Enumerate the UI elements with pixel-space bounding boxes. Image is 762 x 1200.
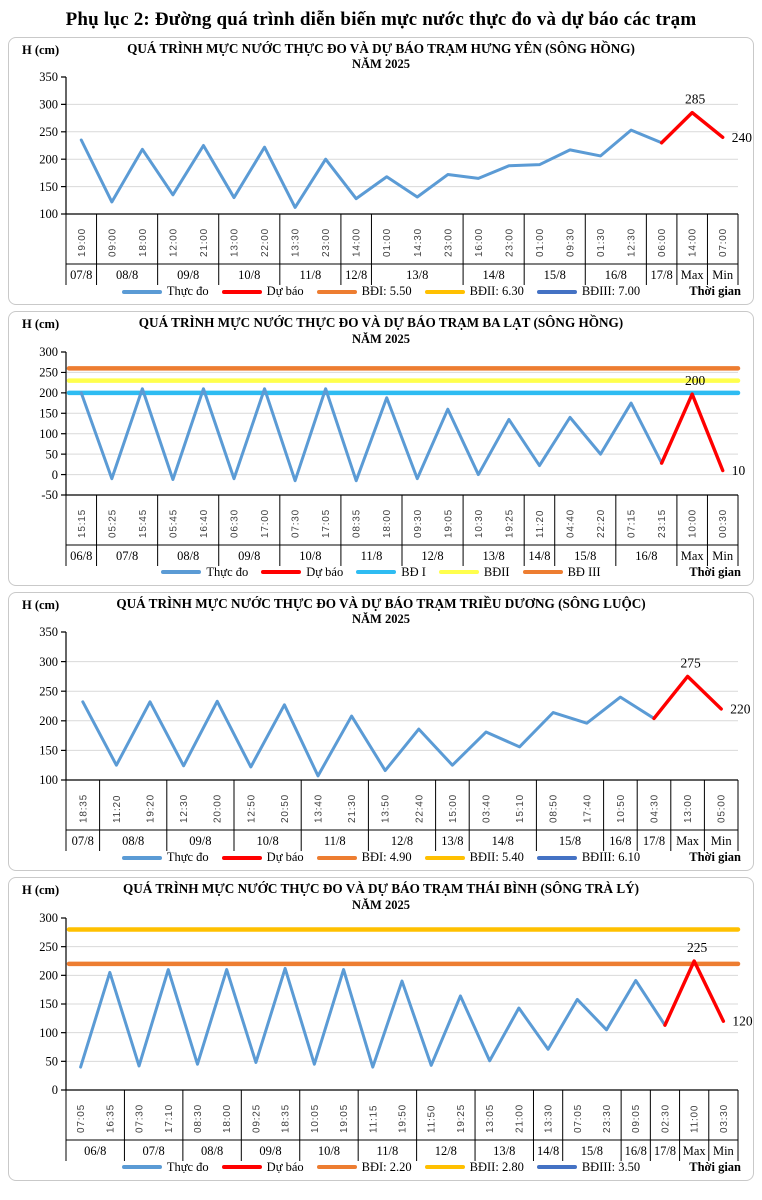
chart-title: QUÁ TRÌNH MỰC NƯỚC THỰC ĐO VÀ DỰ BÁO TRẠM TRIỀU DƯƠNG (SÔNG LUỘC): [116, 595, 646, 611]
date-group-label: 06/8: [84, 1143, 107, 1158]
y-tick-label: 0: [51, 467, 58, 482]
page-title: Phụ lục 2: Đường quá trình diễn biến mực nước thực đo và dự báo các trạm: [65, 9, 697, 30]
time-tick-label: 16:40: [198, 508, 210, 538]
time-tick-label: 11:20: [111, 795, 123, 824]
date-group-label: 06/8: [70, 548, 93, 563]
time-tick-label: 09:05: [631, 1103, 643, 1133]
time-tick-label: 19:05: [443, 508, 455, 538]
time-tick-label: 13:00: [683, 794, 695, 824]
legend-label: BĐ I: [401, 564, 426, 579]
legend-line-icon: [425, 856, 465, 860]
chart-plot-svg: [9, 71, 754, 287]
legend-line-icon: [439, 570, 479, 574]
time-tick-label: 22:00: [260, 228, 272, 258]
date-group-label: 13/8: [406, 268, 429, 283]
time-tick-label: 09:30: [412, 508, 424, 538]
legend-line-icon: [537, 856, 577, 860]
time-tick-label: 23:15: [657, 508, 669, 538]
chart-plot-svg: [9, 626, 754, 853]
time-tick-label: 19:05: [339, 1103, 351, 1133]
date-group-label: 16/8: [604, 268, 627, 283]
date-group-label: 15/8: [543, 268, 566, 283]
time-tick-label: 06:30: [229, 508, 241, 538]
y-tick-label: 200: [39, 385, 58, 400]
chart-legend: [9, 565, 753, 585]
date-group-label: 12/8: [421, 548, 444, 563]
y-axis-label: H (cm): [22, 317, 60, 332]
legend-line-icon: [222, 1165, 262, 1169]
time-tick-label: 14:00: [687, 228, 699, 258]
date-group-label: 07/8: [70, 268, 93, 283]
y-tick-label: 100: [39, 773, 58, 788]
date-group-label: 08/8: [122, 834, 145, 849]
time-tick-label: 12:50: [246, 794, 258, 824]
chart-title: QUÁ TRÌNH MỰC NƯỚC THỰC ĐO VÀ DỰ BÁO TRẠM BA LẠT (SÔNG HỒNG): [138, 315, 624, 331]
legend-label: BĐIII: 7.00: [581, 284, 641, 299]
date-group-label: 15/8: [580, 1143, 604, 1158]
time-tick-label: 22:20: [596, 508, 608, 538]
date-group-label: Min: [712, 268, 734, 283]
time-axis-label: Thời gian: [689, 1159, 741, 1174]
date-group-label: Max: [676, 834, 700, 849]
date-group-label: 11/8: [376, 1143, 399, 1158]
time-tick-label: 20:00: [212, 794, 224, 824]
y-axis-label: H (cm): [22, 43, 60, 57]
y-tick-label: 200: [39, 152, 58, 167]
time-tick-label: 06:00: [657, 228, 669, 258]
y-tick-label: 350: [39, 626, 58, 640]
legend-items: [9, 284, 753, 299]
time-axis-label: Thời gian: [689, 284, 741, 299]
legend-line-icon: [425, 290, 465, 294]
time-tick-label: 18:35: [280, 1103, 292, 1133]
date-group-label: 16/8: [624, 1143, 647, 1158]
time-tick-label: 09:00: [107, 228, 119, 258]
time-tick-label: 16:35: [105, 1103, 117, 1133]
time-tick-label: 13:05: [485, 1103, 497, 1133]
legend-line-icon: [261, 570, 301, 574]
date-group-label: 14/8: [482, 268, 505, 283]
legend-label: BĐII: 5.40: [469, 850, 524, 865]
time-tick-label: 21:30: [347, 794, 359, 824]
y-tick-label: 300: [39, 911, 58, 926]
legend-label: Thực đo: [166, 284, 209, 299]
chart-plot-svg: [9, 912, 754, 1163]
legend-item: [537, 850, 640, 865]
y-tick-label: 300: [39, 345, 58, 360]
date-group-label: 13/8: [441, 834, 464, 849]
legend-line-icon: [222, 856, 262, 860]
legend-label: BĐII: 2.80: [469, 1159, 524, 1174]
date-group-label: 11/8: [299, 268, 322, 283]
time-tick-label: 10:50: [615, 794, 627, 824]
series-measured-line: [81, 389, 661, 481]
chart-title: QUÁ TRÌNH MỰC NƯỚC THỰC ĐO VÀ DỰ BÁO TRẠM HƯNG YÊN (SÔNG HỒNG): [127, 41, 635, 56]
legend-label: Dự báo: [266, 850, 304, 865]
legend-line-icon: [317, 290, 357, 294]
chart-plot: [9, 912, 753, 1163]
time-tick-label: 15:15: [76, 508, 88, 538]
time-tick-label: 07:30: [134, 1103, 146, 1133]
data-label: 10: [731, 462, 746, 478]
time-tick-label: 22:40: [414, 794, 426, 824]
y-tick-label: 250: [39, 365, 58, 380]
legend-label: Dự báo: [266, 1159, 304, 1174]
time-tick-label: 17:10: [163, 1103, 175, 1133]
time-tick-label: 01:00: [534, 228, 546, 258]
y-tick-label: 50: [45, 1054, 58, 1069]
date-group-label: 10/8: [299, 548, 322, 563]
data-label: 220: [730, 701, 751, 717]
y-tick-label: 150: [39, 744, 58, 759]
time-tick-label: 19:25: [455, 1103, 467, 1133]
time-tick-label: 16:00: [473, 228, 485, 258]
y-tick-label: 0: [51, 1083, 58, 1098]
y-tick-label: 250: [39, 125, 58, 140]
time-tick-label: 10:05: [309, 1103, 321, 1133]
time-tick-label: 23:00: [321, 228, 333, 258]
legend-label: BĐII: 6.30: [469, 284, 524, 299]
series-measured-line: [81, 131, 661, 208]
legend-item: [122, 284, 209, 299]
legend-item: [356, 565, 426, 580]
date-group-label: 13/8: [482, 548, 505, 563]
date-group-label: 12/8: [390, 834, 414, 849]
series-measured-line: [83, 698, 654, 777]
y-tick-label: 300: [39, 655, 58, 670]
legend-line-icon: [425, 1165, 465, 1169]
legend-item: [122, 850, 209, 865]
date-group-label: Min: [712, 548, 734, 563]
time-tick-label: 23:00: [443, 228, 455, 258]
time-tick-label: 21:00: [198, 228, 210, 258]
legend-line-icon: [122, 856, 162, 860]
time-tick-label: 02:30: [660, 1103, 672, 1133]
date-group-label: 07/8: [115, 548, 139, 563]
legend-line-icon: [537, 290, 577, 294]
data-label: 285: [685, 92, 706, 108]
date-group-label: 10/8: [317, 1143, 341, 1158]
y-tick-label: -50: [41, 488, 58, 503]
time-tick-label: 19:25: [504, 508, 516, 538]
data-label: 200: [685, 373, 706, 389]
time-tick-label: 19:50: [397, 1103, 409, 1133]
y-tick-label: 200: [39, 714, 58, 729]
date-group-label: 13/8: [493, 1143, 516, 1158]
legend-line-icon: [317, 856, 357, 860]
legend-item: [439, 565, 510, 580]
y-tick-label: 250: [39, 939, 58, 954]
date-group-label: 07/8: [142, 1143, 165, 1158]
time-axis-label: Thời gian: [689, 564, 741, 579]
y-tick-label: 100: [39, 207, 58, 222]
time-tick-label: 05:25: [107, 508, 119, 538]
legend-items: [9, 1160, 753, 1175]
time-tick-label: 18:00: [382, 508, 394, 538]
legend-items: [9, 850, 753, 865]
time-tick-label: 18:35: [78, 794, 90, 824]
legend-label: Thực đo: [166, 850, 209, 865]
legend-item: [425, 284, 524, 299]
time-tick-label: 08:30: [192, 1103, 204, 1133]
time-tick-label: 13:30: [543, 1103, 555, 1133]
chart-plot: [9, 346, 753, 568]
y-tick-label: 250: [39, 684, 58, 699]
time-tick-label: 07:05: [76, 1103, 88, 1133]
data-label: 120: [732, 1013, 753, 1029]
time-tick-label: 05:45: [168, 508, 180, 538]
date-group-label: 15/8: [574, 548, 597, 563]
date-group-label: 14/8: [536, 1143, 560, 1158]
time-tick-label: 23:00: [504, 228, 516, 258]
date-group-label: Min: [710, 834, 732, 849]
date-group-label: 14/8: [528, 548, 551, 563]
date-group-label: 12/8: [434, 1143, 457, 1158]
chart-title: QUÁ TRÌNH MỰC NƯỚC THỰC ĐO VÀ DỰ BÁO TRẠM THÁI BÌNH (SÔNG TRÀ LÝ): [122, 881, 640, 897]
legend-line-icon: [122, 290, 162, 294]
time-tick-label: 09:25: [251, 1103, 263, 1133]
time-tick-label: 18:00: [137, 228, 149, 258]
time-tick-label: 11:20: [534, 509, 546, 538]
series-forecast-line: [654, 677, 721, 719]
legend-line-icon: [222, 290, 262, 294]
time-tick-label: 13:30: [290, 228, 302, 258]
legend-item: [537, 284, 640, 299]
date-group-label: 11/8: [360, 548, 383, 563]
time-tick-label: 12:00: [168, 228, 180, 258]
y-tick-label: 100: [39, 1025, 58, 1040]
date-group-label: 09/8: [259, 1143, 282, 1158]
chart-plot-svg: [9, 346, 754, 568]
legend-items: [9, 565, 753, 580]
date-group-label: 16/8: [609, 834, 632, 849]
time-tick-label: 15:45: [137, 508, 149, 538]
time-tick-label: 10:30: [473, 508, 485, 538]
time-tick-label: 13:40: [313, 794, 325, 824]
legend-line-icon: [523, 570, 563, 574]
legend-label: BĐIII: 3.50: [581, 1159, 641, 1174]
time-tick-label: 07:05: [572, 1103, 584, 1133]
time-tick-label: 01:30: [596, 228, 608, 258]
legend-label: Dự báo: [306, 564, 344, 579]
legend-label: Dự báo: [266, 284, 304, 299]
y-tick-label: 50: [45, 447, 58, 462]
time-tick-label: 04:30: [649, 794, 661, 824]
date-group-label: 08/8: [177, 548, 200, 563]
legend-label: BĐIII: 6.10: [581, 850, 641, 865]
y-tick-label: 300: [39, 98, 58, 113]
chart-subtitle: NĂM 2025: [352, 897, 410, 912]
date-group-label: Max: [680, 548, 704, 563]
y-tick-label: 200: [39, 968, 58, 983]
chart-box-ba-lat: [8, 311, 754, 585]
chart-subtitle: NĂM 2025: [352, 612, 410, 627]
legend-line-icon: [122, 1165, 162, 1169]
date-group-label: 17/8: [650, 268, 673, 283]
legend-item: [523, 565, 601, 580]
time-tick-label: 00:30: [718, 508, 730, 538]
chart-legend: [9, 1160, 753, 1180]
series-measured-line: [81, 968, 665, 1067]
time-tick-label: 07:00: [718, 228, 730, 258]
series-forecast-line: [665, 961, 723, 1025]
time-tick-label: 17:05: [321, 508, 333, 538]
chart-box-trieu-duong: [8, 592, 754, 871]
date-group-label: Max: [682, 1143, 706, 1158]
legend-label: BĐI: 2.20: [361, 1159, 412, 1174]
y-axis-label: H (cm): [22, 883, 60, 898]
chart-box-hung-yen: [8, 37, 754, 305]
legend-item: [261, 565, 343, 580]
legend-label: BĐ III: [567, 564, 601, 579]
legend-label: Thực đo: [166, 1159, 209, 1174]
legend-item: [537, 1160, 640, 1175]
legend-label: BĐI: 5.50: [361, 284, 412, 299]
date-group-label: 09/8: [238, 548, 261, 563]
y-tick-label: 150: [39, 180, 58, 195]
data-label: 240: [731, 130, 752, 146]
legend-line-icon: [356, 570, 396, 574]
legend-item: [425, 850, 524, 865]
date-group-label: Min: [712, 1143, 734, 1158]
chart-subtitle: NĂM 2025: [352, 331, 410, 346]
legend-item: [222, 284, 304, 299]
legend-item: [161, 565, 248, 580]
legend-item: [222, 1160, 304, 1175]
time-tick-label: 03:40: [481, 794, 493, 824]
date-group-label: 14/8: [491, 834, 514, 849]
date-group-label: 10/8: [238, 268, 261, 283]
series-forecast-line: [662, 394, 723, 470]
date-group-label: 11/8: [323, 834, 346, 849]
time-tick-label: 17:00: [260, 508, 272, 538]
legend-item: [317, 284, 412, 299]
time-tick-label: 15:00: [447, 794, 459, 824]
date-group-label: 09/8: [189, 834, 212, 849]
legend-label: BĐI: 4.90: [361, 850, 412, 865]
y-tick-label: 350: [39, 71, 58, 85]
time-tick-label: 05:00: [716, 794, 728, 824]
chart-legend: [9, 850, 753, 870]
legend-item: [317, 850, 412, 865]
time-tick-label: 14:00: [351, 228, 363, 258]
time-tick-label: 09:30: [565, 228, 577, 258]
date-group-label: 17/8: [642, 834, 666, 849]
time-tick-label: 10:00: [687, 508, 699, 538]
legend-line-icon: [317, 1165, 357, 1169]
time-tick-label: 23:30: [602, 1103, 614, 1133]
time-tick-label: 01:00: [382, 228, 394, 258]
data-label: 275: [680, 655, 701, 671]
legend-item: [317, 1160, 412, 1175]
time-tick-label: 08:50: [548, 794, 560, 824]
time-tick-label: 11:50: [426, 1104, 438, 1133]
legend-label: BĐII: [483, 564, 510, 579]
chart-box-thai-binh: [8, 877, 754, 1180]
time-tick-label: 13:00: [229, 228, 241, 258]
legend-item: [122, 1160, 209, 1175]
legend-line-icon: [537, 1165, 577, 1169]
date-group-label: 16/8: [635, 548, 658, 563]
date-group-label: 17/8: [653, 1143, 677, 1158]
time-tick-label: 13:50: [380, 794, 392, 824]
time-tick-label: 11:15: [368, 1104, 380, 1133]
data-label: 225: [687, 939, 708, 955]
date-group-label: 10/8: [256, 834, 279, 849]
chart-legend: [9, 284, 753, 304]
chart-plot: [9, 71, 753, 287]
time-tick-label: 11:00: [689, 1104, 701, 1133]
time-tick-label: 03:30: [718, 1103, 730, 1133]
time-tick-label: 18:00: [222, 1103, 234, 1133]
date-group-label: 12/8: [345, 268, 368, 283]
series-forecast-line: [662, 113, 723, 143]
y-tick-label: 100: [39, 426, 58, 441]
date-group-label: 07/8: [71, 834, 94, 849]
time-tick-label: 17:40: [582, 794, 594, 824]
legend-line-icon: [161, 570, 201, 574]
time-tick-label: 14:30: [412, 228, 424, 258]
time-tick-label: 12:30: [626, 228, 638, 258]
y-axis-label: H (cm): [22, 597, 60, 612]
chart-subtitle: NĂM 2025: [352, 57, 410, 72]
time-axis-label: Thời gian: [689, 850, 741, 865]
time-tick-label: 19:00: [76, 228, 88, 258]
time-tick-label: 08:35: [351, 508, 363, 538]
date-group-label: 15/8: [558, 834, 582, 849]
time-tick-label: 21:00: [514, 1103, 526, 1133]
time-tick-label: 07:15: [626, 508, 638, 538]
legend-item: [425, 1160, 524, 1175]
date-group-label: 08/8: [115, 268, 139, 283]
chart-plot: [9, 626, 753, 853]
time-tick-label: 07:30: [290, 508, 302, 538]
date-group-label: 08/8: [200, 1143, 224, 1158]
time-tick-label: 12:30: [179, 794, 191, 824]
time-tick-label: 04:40: [565, 508, 577, 538]
time-tick-label: 19:20: [145, 794, 157, 824]
date-group-label: Max: [680, 268, 704, 283]
time-tick-label: 20:50: [279, 794, 291, 824]
time-tick-label: 15:10: [515, 794, 527, 824]
y-tick-label: 150: [39, 406, 58, 421]
y-tick-label: 150: [39, 997, 58, 1012]
legend-label: Thực đo: [206, 564, 249, 579]
date-group-label: 09/8: [177, 268, 200, 283]
legend-item: [222, 850, 304, 865]
